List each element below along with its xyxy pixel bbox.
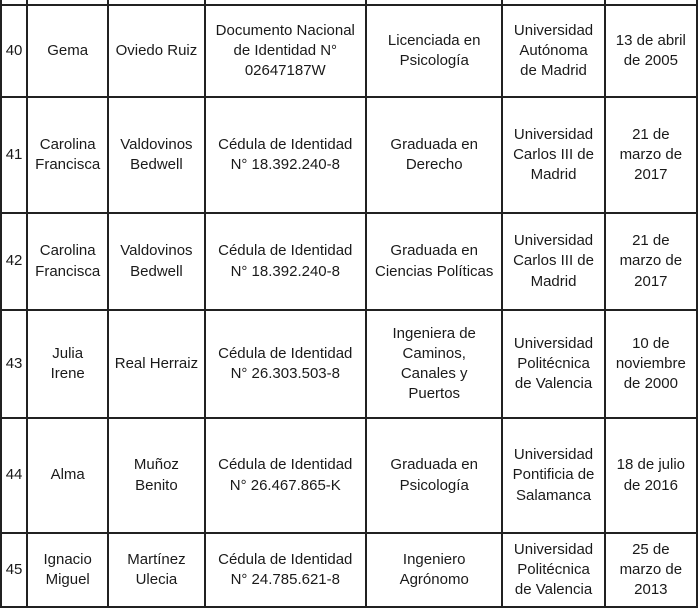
cell-university: Universidad Carlos III de Madrid [502, 97, 604, 213]
cell-row-number: 45 [1, 533, 27, 607]
cell-university: Universidad Autónoma de Madrid [502, 5, 604, 97]
cell-date: 13 de abril de 2005 [605, 5, 697, 97]
cell-university: Universidad Politécnica de Valencia [502, 533, 604, 607]
cell-first-name: Ignacio Miguel [27, 533, 108, 607]
table-row [1, 97, 697, 213]
table-row [1, 418, 697, 533]
cell-row-number: 44 [1, 418, 27, 533]
cell-date: 21 de marzo de 2017 [605, 97, 697, 213]
cell-id-document: Cédula de Identidad N° 26.467.865-K [205, 418, 366, 533]
cell-last-name: Valdovinos Bedwell [108, 97, 204, 213]
cell-id-document: Documento Nacional de Identidad N° 02647187W [205, 5, 366, 97]
cell-degree: Ingeniera de Caminos, Canales y Puertos [366, 310, 502, 418]
cell-date: 18 de julio de 2016 [605, 418, 697, 533]
cell-id-document: Cédula de Identidad N° 24.785.621-8 [205, 533, 366, 607]
cell-date: 21 de marzo de 2017 [605, 213, 697, 310]
cell-last-name: Real Herraiz [108, 310, 204, 418]
cell-first-name: Alma [27, 418, 108, 533]
cell-last-name: Muñoz Benito [108, 418, 204, 533]
cell-row-number: 43 [1, 310, 27, 418]
cell-degree: Licenciada en Psicología [366, 5, 502, 97]
cell-last-name: Valdovinos Bedwell [108, 213, 204, 310]
cell-first-name: Carolina Francisca [27, 97, 108, 213]
cell-degree: Graduada en Ciencias Políticas [366, 213, 502, 310]
cell-degree: Graduada en Derecho [366, 97, 502, 213]
cell-row-number: 42 [1, 213, 27, 310]
cell-university: Universidad Carlos III de Madrid [502, 213, 604, 310]
cell-first-name: Gema [27, 5, 108, 97]
cell-last-name: Oviedo Ruiz [108, 5, 204, 97]
cell-degree: Ingeniero Agrónomo [366, 533, 502, 607]
cell-degree: Graduada en Psicología [366, 418, 502, 533]
cell-last-name: Martínez Ulecia [108, 533, 204, 607]
table-row [1, 310, 697, 418]
cell-id-document: Cédula de Identidad N° 26.303.503-8 [205, 310, 366, 418]
cell-date: 10 de noviembre de 2000 [605, 310, 697, 418]
cell-row-number: 41 [1, 97, 27, 213]
cell-id-document: Cédula de Identidad N° 18.392.240-8 [205, 97, 366, 213]
cell-date: 25 de marzo de 2013 [605, 533, 697, 607]
cell-university: Universidad Pontificia de Salamanca [502, 418, 604, 533]
cell-first-name: Carolina Francisca [27, 213, 108, 310]
table-row [1, 213, 697, 310]
table-row [1, 533, 697, 607]
cell-id-document: Cédula de Identidad N° 18.392.240-8 [205, 213, 366, 310]
cell-row-number: 40 [1, 5, 27, 97]
table-row [1, 5, 697, 97]
cell-first-name: Julia Irene [27, 310, 108, 418]
cell-university: Universidad Politécnica de Valencia [502, 310, 604, 418]
